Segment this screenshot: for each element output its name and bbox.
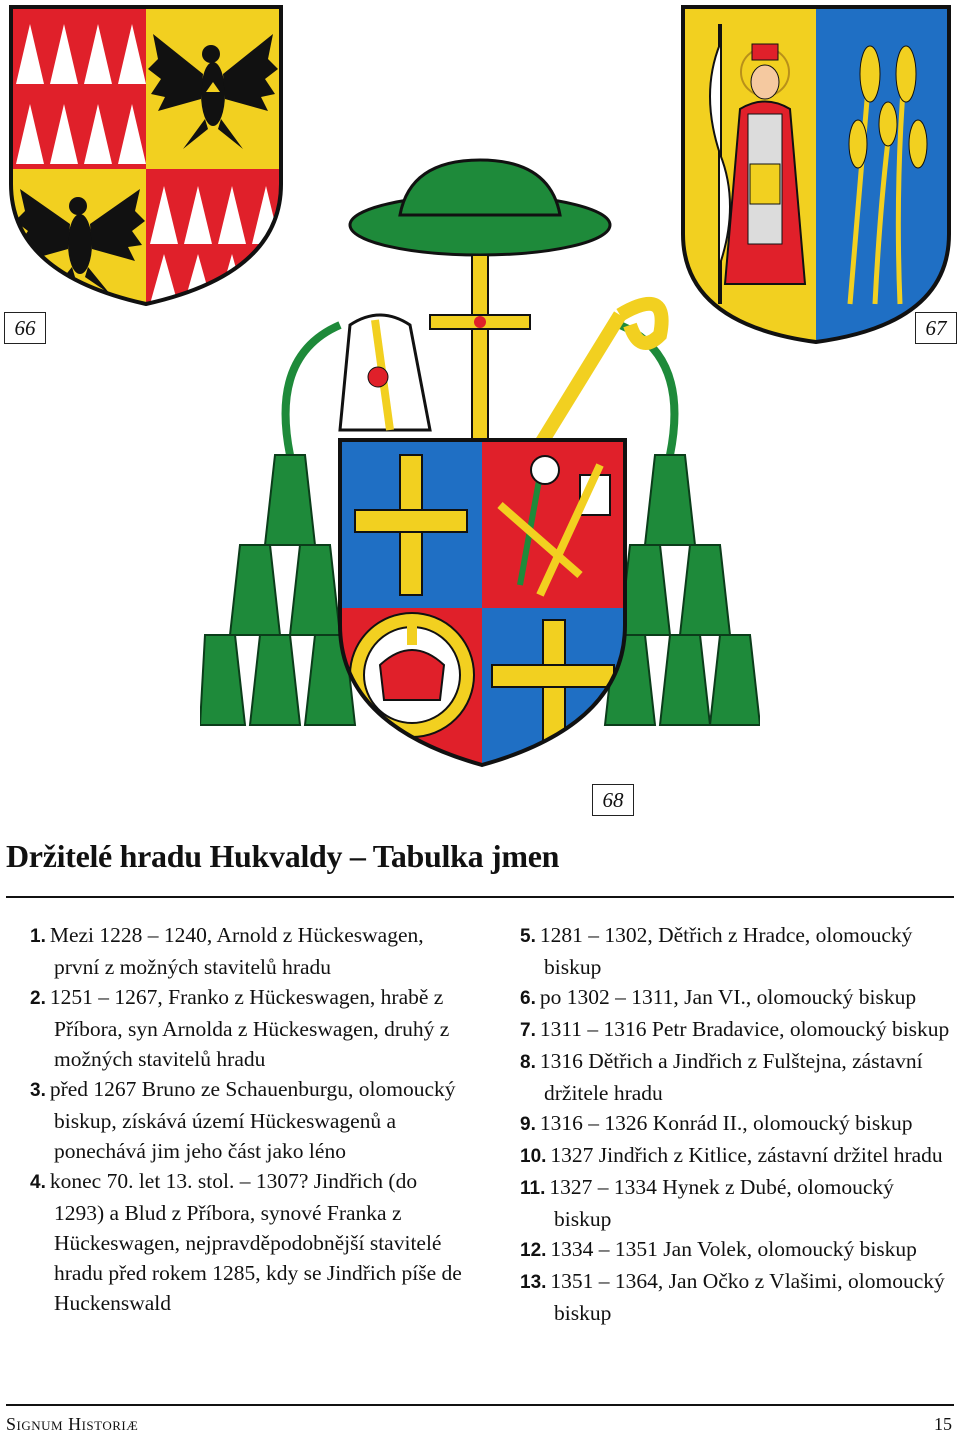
figure-label-67: 67 bbox=[915, 312, 957, 344]
list-item-11 bbox=[520, 1172, 950, 1234]
item-text: 1327 Jindřich z Kitlice, zástavní držitel hradu bbox=[550, 1143, 943, 1167]
list-item-1 bbox=[30, 920, 468, 982]
list-item-7 bbox=[520, 1014, 950, 1046]
item-number: 7. bbox=[520, 1020, 536, 1041]
item-text: 1281 – 1302, Dětřich z Hradce, olomoucký biskup bbox=[539, 923, 913, 979]
item-number: 9. bbox=[520, 1114, 536, 1135]
item-number: 3. bbox=[30, 1080, 46, 1101]
list-item-10 bbox=[520, 1140, 950, 1172]
item-number: 10. bbox=[520, 1146, 547, 1167]
footer-rule bbox=[6, 1404, 954, 1406]
figure-label-68: 68 bbox=[592, 784, 634, 816]
list-item-12 bbox=[520, 1234, 950, 1266]
list-item-4 bbox=[30, 1166, 468, 1318]
item-number: 11. bbox=[520, 1178, 546, 1199]
journal-name: Signum Historiæ bbox=[6, 1414, 139, 1434]
item-number: 1. bbox=[30, 926, 46, 947]
item-number: 8. bbox=[520, 1052, 536, 1073]
item-number: 13. bbox=[520, 1272, 547, 1293]
item-text: 1316 – 1326 Konrád II., olomoucký biskup bbox=[539, 1111, 913, 1135]
item-text: konec 70. let 13. stol. – 1307? Jindřich (do 1293) a Blud z Příbora, synové Franka z Hückeswagen, nejpravděpodobnější stavitelé hradu před rokem 1285, kdy se Jindřich píše de Huckenswald bbox=[49, 1169, 462, 1315]
heading-rule bbox=[6, 896, 954, 898]
coat-of-arms-68 bbox=[200, 155, 760, 775]
list-item-5 bbox=[520, 920, 950, 982]
item-text: po 1302 – 1311, Jan VI., olomoucký biskup bbox=[539, 985, 917, 1009]
item-text: 1351 – 1364, Jan Očko z Vlašimi, olomoucký biskup bbox=[550, 1269, 945, 1325]
item-text: 1316 Dětřich a Jindřich z Fulštejna, zástavní držitele hradu bbox=[539, 1049, 923, 1105]
list-item-8 bbox=[520, 1046, 950, 1108]
item-text: 1334 – 1351 Jan Volek, olomoucký biskup bbox=[550, 1237, 917, 1261]
item-text: Mezi 1228 – 1240, Arnold z Hückeswagen, první z možných stavitelů hradu bbox=[49, 923, 424, 979]
item-number: 5. bbox=[520, 926, 536, 947]
page-number: 15 bbox=[934, 1414, 952, 1434]
list-item-9 bbox=[520, 1108, 950, 1140]
list-item-2 bbox=[30, 982, 468, 1074]
item-text: 1327 – 1334 Hynek z Dubé, olomoucký biskup bbox=[549, 1175, 894, 1231]
figure-label-66: 66 bbox=[4, 312, 46, 344]
right-column bbox=[520, 920, 950, 1328]
item-number: 4. bbox=[30, 1172, 46, 1193]
item-text: před 1267 Bruno ze Schauenburgu, olomoucký biskup, získává území Hückeswagenů a ponechává jim jeho část jako léno bbox=[49, 1077, 456, 1163]
list-item-13 bbox=[520, 1266, 950, 1328]
item-number: 2. bbox=[30, 988, 46, 1009]
list-item-3 bbox=[30, 1074, 468, 1166]
item-text: 1311 – 1316 Petr Bradavice, olomoucký biskup bbox=[539, 1017, 950, 1041]
item-text: 1251 – 1267, Franko z Hückeswagen, hrabě z Příbora, syn Arnolda z Hückeswagen, druhý z možných stavitelů hradu bbox=[49, 985, 450, 1071]
list-item-6 bbox=[520, 982, 950, 1014]
left-column bbox=[30, 920, 468, 1318]
page-heading: Držitelé hradu Hukvaldy – Tabulka jmen bbox=[6, 838, 560, 874]
item-number: 6. bbox=[520, 988, 536, 1009]
item-number: 12. bbox=[520, 1240, 547, 1261]
